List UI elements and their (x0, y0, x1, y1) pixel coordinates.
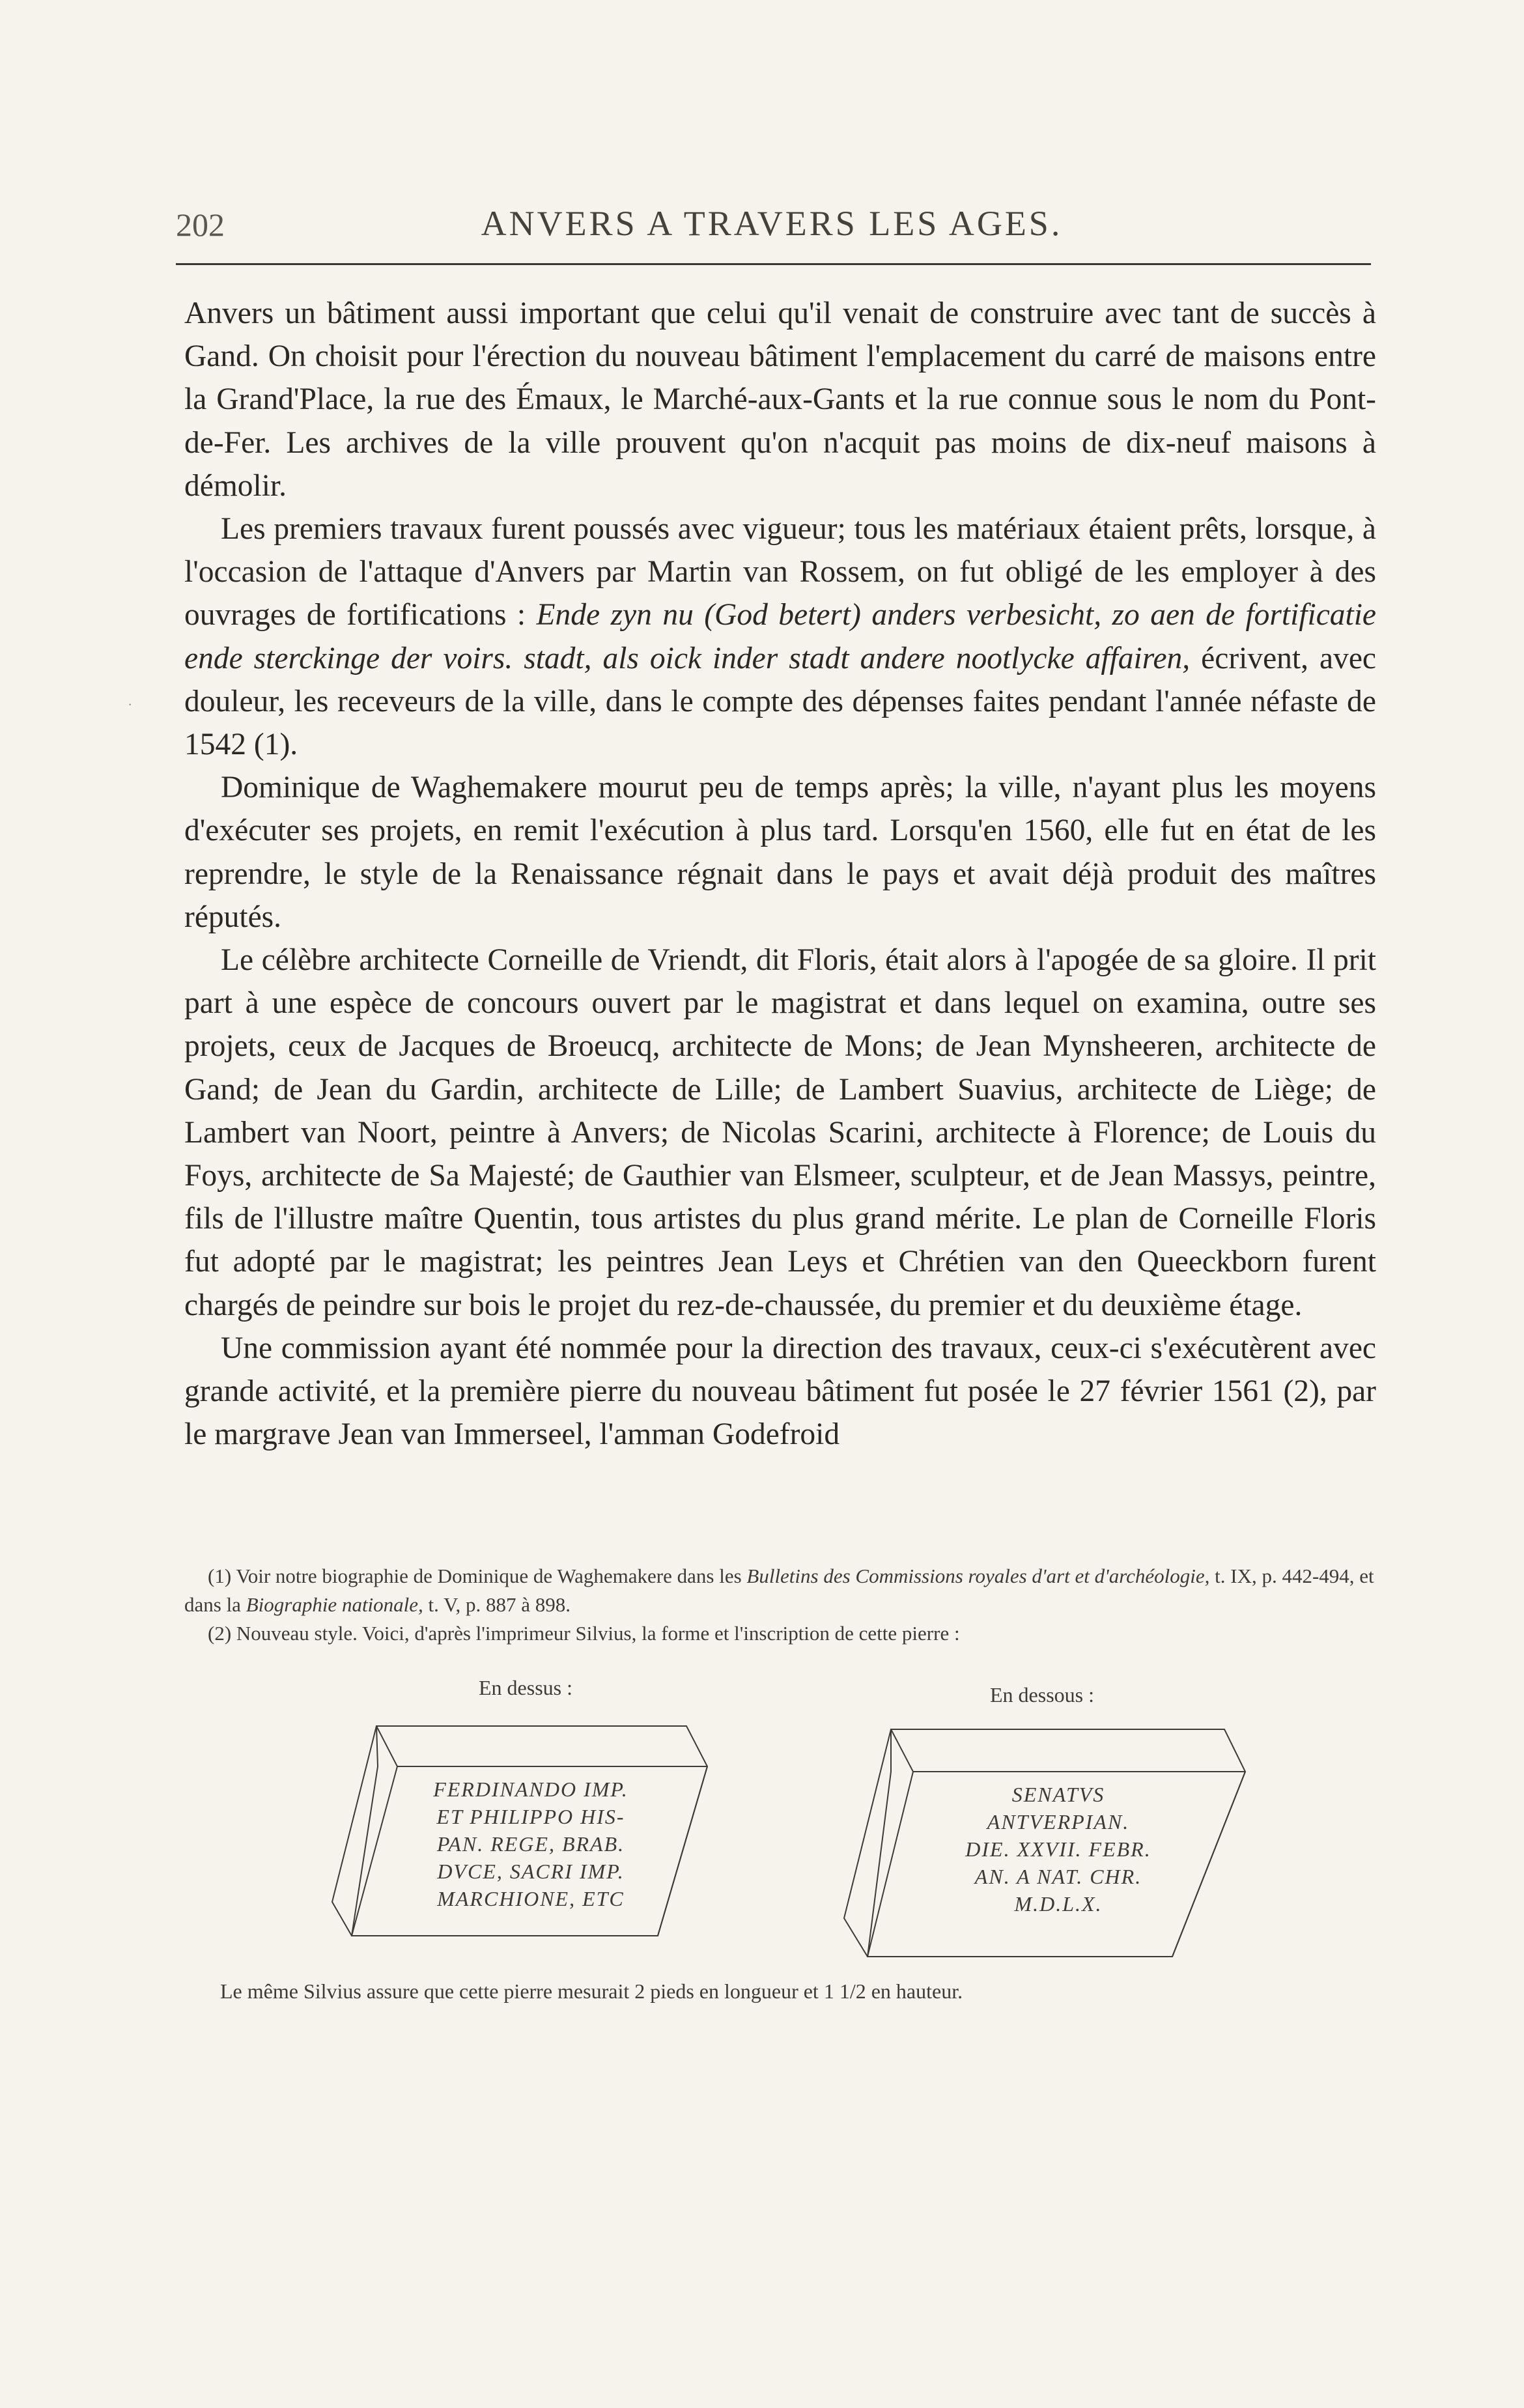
footnote-1-title: Bulletins des Commissions royales d'art et d'archéologie, (746, 1565, 1210, 1587)
running-title: ANVERS A TRAVERS LES AGES. (481, 204, 1063, 243)
footnote-2: (2) Nouveau style. Voici, d'après l'imprimeur Silvius, la forme et l'inscription de cette pierre : (208, 1622, 960, 1645)
paragraph-1: Anvers un bâtiment aussi important que celui qu'il venait de construire avec tant de succès à Gand. On choisit pour l'érection du nouveau bâtiment l'emplacement du carré de maisons entre la Grand'Place, la rue des Émaux, le Marché-aux-Gants et la rue connue sous le nom du Pont-de-Fer. Les archives de la ville prouvent qu'on n'acquit pas moins de dix-neuf maisons à démolir. (184, 296, 1376, 503)
footnote-1-after: t. V, p. 887 à 898. (423, 1593, 571, 1616)
footnote-1-text: (1) Voir notre biographie de Dominique de Waghemakere dans les (208, 1565, 747, 1587)
paragraph-4: Le célèbre architecte Corneille de Vriendt, dit Floris, était alors à l'apogée de sa gloire. Il prit part à une espèce de concours ouvert par le magistrat et dans lequel on examina, outre ses projets, ceux de Jacques de Broeucq, architecte de Mons; de Jean Mynsheeren, architecte de Gand; de Jean du Gardin, architecte de Lille; de Lambert Suavius, architecte de Liège; de Lambert van Noort, peintre à Anvers; de Nicolas Scarini, architecte à Florence; de Louis du Foys, architecte de Sa Majesté; de Gauthier van Elsmeer, sculpteur, et de Jean Massys, peintre, fils de l'illustre maître Quentin, tous artistes du plus grand mérite. Le plan de Corneille Floris fut adopté par le magistrat; les peintres Jean Leys et Chrétien van den Queeckborn furent chargés de peindre sur bois le projet du rez-de-chaussée, du premier et du deuxième étage. (184, 943, 1376, 1322)
stone-top-label: En dessus : (479, 1676, 572, 1699)
stone-bottom-inscription (915, 1781, 1202, 1918)
paragraph-5: Une commission ayant été nommée pour la direction des travaux, ceux-ci s'exécutèrent avec grande activité, et la première pierre du nouveau bâtiment fut posée le 27 février 1561 (2), par le margrave Jean van Immerseel, l'amman Godefroid (184, 1331, 1376, 1452)
inscription-line: ET PHILIPPO HIS- (436, 1805, 625, 1828)
inscription-line: PAN. REGE, BRAB. (436, 1832, 625, 1856)
inscription-line: AN. A NAT. CHR. (974, 1865, 1142, 1888)
inscription-line: DIE. XXVII. FEBR. (965, 1837, 1151, 1861)
margin-mark: · (128, 696, 133, 713)
flemish-quote: Ende zyn nu (God betert) anders verbesicht, zo aen de fortificatie ende sterckinge der voirs. stadt, als oick inder stadt andere nootlycke affairen, (184, 598, 1377, 675)
paragraph-3: Dominique de Waghemakere mourut peu de temps après; la ville, n'ayant plus les moyens d'exécuter ses projets, en remit l'exécution à plus tard. Lorsqu'en 1560, elle fut en état de les reprendre, le style de la Renaissance régnait dans le pays et avait déjà produit des maîtres réputés. (184, 771, 1376, 934)
inscription-line: SENATVS (1011, 1783, 1105, 1806)
footnote-1-title2: Biographie nationale, (246, 1593, 423, 1616)
closing-note: Le même Silvius assure que cette pierre mesurait 2 pieds en longueur et 1 1/2 en hauteur. (220, 1979, 963, 2003)
inscription-line: DVCE, SACRI IMP. (437, 1860, 625, 1883)
inscription-line: ANTVERPIAN. (987, 1810, 1130, 1834)
inscription-line: M.D.L.X. (1014, 1892, 1103, 1916)
inscription-line: FERDINANDO IMP. (433, 1778, 628, 1801)
page-number: 202 (176, 206, 225, 243)
paragraph-2-before: Les premiers travaux furent poussés avec vigueur; tous les matériaux étaient prêts, lorsque, à l'occasion de l'attaque d'Anvers par Martin van Rossem, on fut obligé de les employer à des ouvrages de fortifications : (184, 512, 1376, 632)
paragraph-2-after: écrivent, avec douleur, les receveurs de la ville, dans le compte des dépenses faites pendant l'année néfaste de 1542 (1). (184, 641, 1376, 762)
inscription-line: MARCHIONE, ETC (437, 1887, 625, 1910)
stone-top-inscription (391, 1776, 671, 1912)
stone-bottom-label: En dessous : (990, 1683, 1094, 1707)
footnote-1-middle: t. IX, p. 442-494, et dans la (184, 1565, 1374, 1616)
